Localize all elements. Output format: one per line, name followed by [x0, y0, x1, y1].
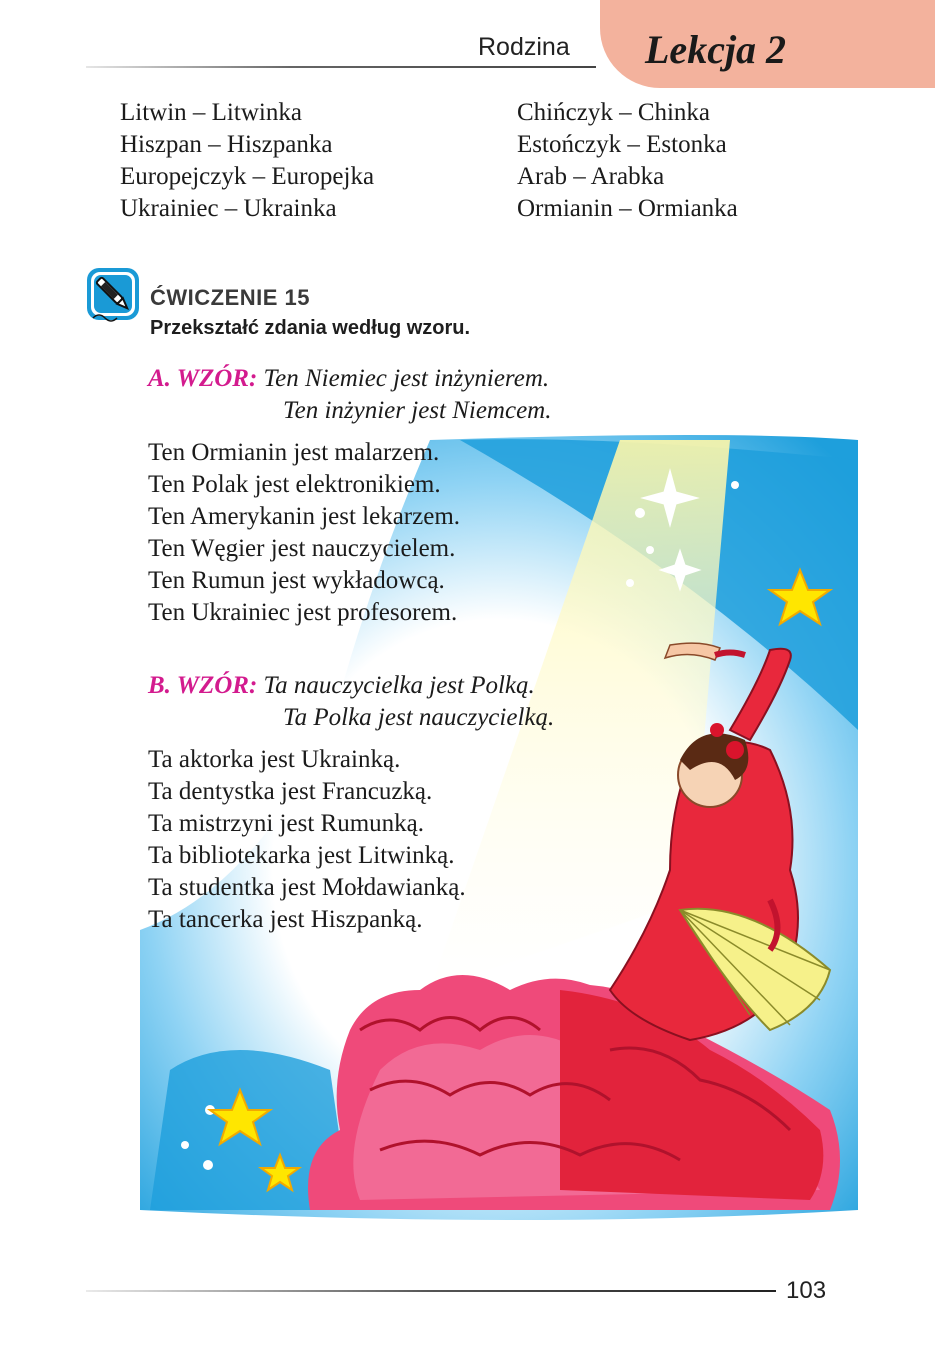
- pattern-b: [148, 670, 554, 734]
- word-pair: Estończyk – Estonka: [517, 131, 727, 158]
- sentence: Ta studentka jest Mołdawianką.: [148, 874, 466, 901]
- section-title: Rodzina: [478, 33, 570, 61]
- sentence: Ta tancerka jest Hiszpanką.: [148, 906, 423, 933]
- sentences-a: [148, 437, 460, 629]
- word-pair: Hiszpan – Hiszpanka: [120, 131, 333, 158]
- header-divider: [86, 66, 596, 68]
- word-pair: Europejczyk – Europejka: [120, 163, 375, 190]
- sentence: Ta mistrzyni jest Rumunką.: [148, 810, 424, 837]
- sentence: Ten Rumun jest wykładowcą.: [148, 567, 445, 594]
- pattern-a-example-2: Ten inżynier jest Niemcem.: [283, 397, 552, 424]
- exercise-instruction: Przekształć zdania według wzoru.: [150, 317, 471, 339]
- pattern-b-label: B. WZÓR:: [148, 672, 258, 699]
- sentences-b: [148, 744, 466, 936]
- pattern-b-example-1: Ta nauczycielka jest Polką.: [263, 672, 535, 699]
- word-pairs-right: [517, 97, 738, 225]
- sentence: Ta bibliotekarka jest Litwinką.: [148, 842, 455, 869]
- pattern-a-label: A. WZÓR:: [148, 365, 258, 392]
- sentence: Ten Amerykanin jest lekarzem.: [148, 503, 461, 530]
- word-pair: Chińczyk – Chinka: [517, 99, 711, 126]
- word-pair: Arab – Arabka: [517, 163, 665, 190]
- pattern-a: [148, 363, 551, 427]
- pattern-a-example-1: Ten Niemiec jest inżynierem.: [263, 365, 550, 392]
- footer-divider: [86, 1290, 776, 1292]
- pen-icon: [85, 266, 141, 322]
- lesson-title: Lekcja 2: [645, 27, 787, 72]
- sentence: Ten Polak jest elektronikiem.: [148, 471, 441, 498]
- word-pair: Ormianin – Ormianka: [517, 195, 738, 222]
- exercise-title: ĆWICZENIE 15: [150, 285, 311, 310]
- word-pair: Ukrainiec – Ukrainka: [120, 195, 337, 222]
- page-number: 103: [786, 1277, 827, 1304]
- sentence: Ten Ormianin jest malarzem.: [148, 439, 440, 466]
- word-pairs-left: [120, 97, 374, 225]
- sentence: Ta dentystka jest Francuzką.: [148, 778, 433, 805]
- sentence: Ten Węgier jest nauczycielem.: [148, 535, 456, 562]
- sentence: Ta aktorka jest Ukrainką.: [148, 746, 401, 773]
- pattern-b-example-2: Ta Polka jest nauczycielką.: [283, 704, 555, 731]
- sentence: Ten Ukrainiec jest profesorem.: [148, 599, 458, 626]
- word-pair: Litwin – Litwinka: [120, 99, 302, 126]
